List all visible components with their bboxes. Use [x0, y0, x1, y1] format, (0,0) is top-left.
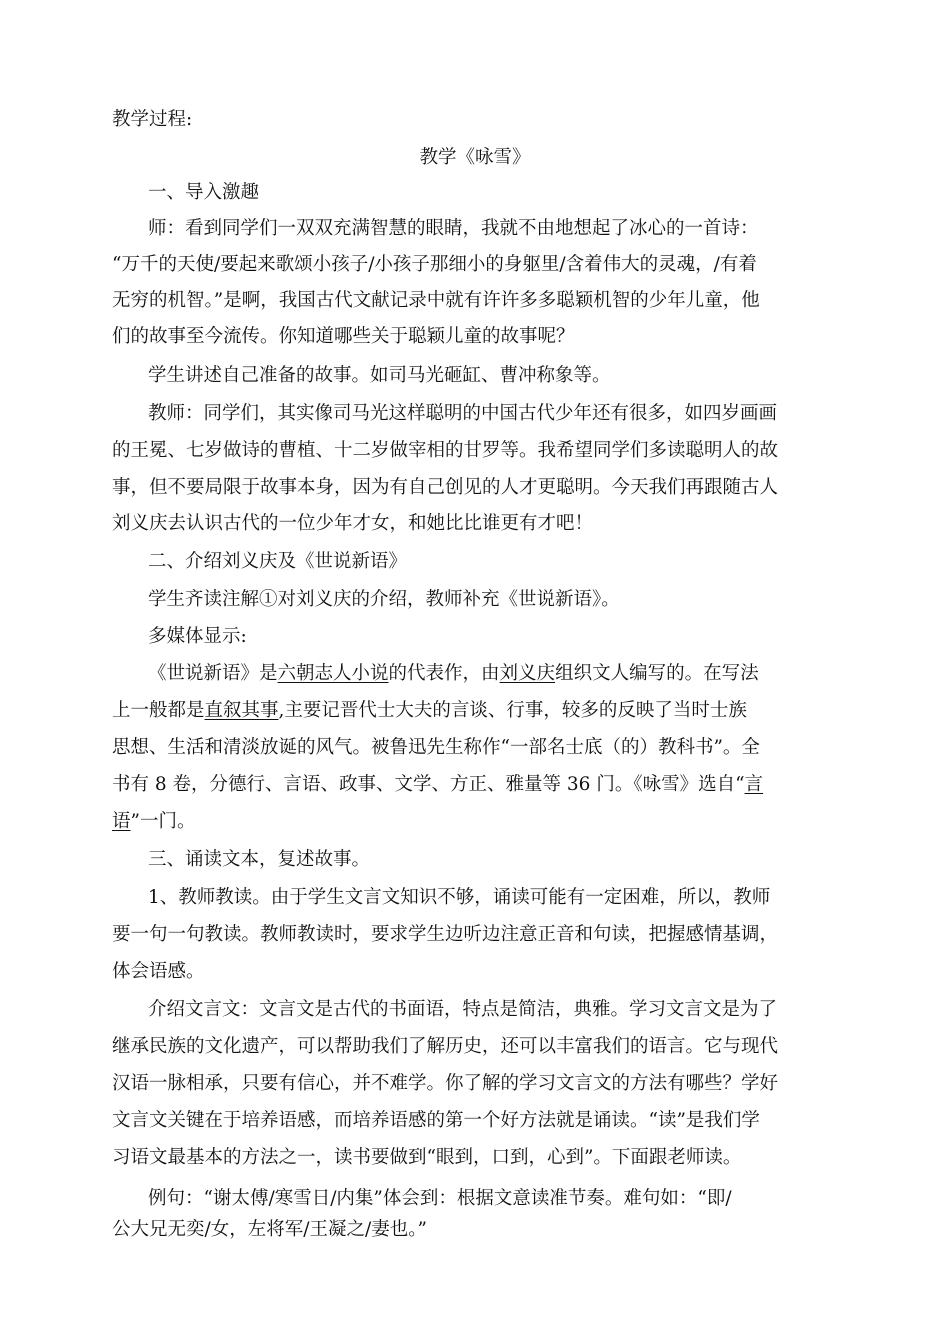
text-run: 组织文人编写的。在写法 [555, 663, 759, 684]
underlined-term: 语 [112, 811, 131, 832]
paragraph-line [148, 662, 868, 686]
paragraph-line: 无穷的机智。”是啊，我国古代文献记录中就有许许多多聪颖机智的少年儿童，他 [112, 290, 760, 311]
paragraph-line: 学生齐读注解①对刘义庆的介绍，教师补充《世说新语》。 [148, 589, 620, 610]
paragraph-line: “万千的天使/要起来歌颂小孩子/小孩子那细小的身躯里/含着伟大的灵魂，/有着 [112, 254, 757, 275]
text-run: ”一门。 [130, 811, 196, 832]
underlined-term: 言 [744, 774, 764, 795]
paragraph-line: 继承民族的文化遗产，可以帮助我们了解历史，还可以丰富我们的语言。它与现代 [112, 1036, 779, 1057]
underlined-term: 直叙其事 [204, 700, 279, 721]
paragraph-line: 习语文最基本的方法之一，读书要做到“眼到，口到，心到”。下面跟老师读。 [112, 1147, 742, 1168]
paragraph-line: 学生讲述自己准备的故事。如司马光砸缸、曹冲称象等。 [148, 365, 611, 386]
paragraph-line: 刘义庆去认识古代的一位少年才女，和她比比谁更有才吧！ [112, 513, 594, 534]
text-run: 书有 8 卷，分德行、言语、政事、文学、方正、雅量等 36 门。《咏雪》选自“ [112, 774, 745, 795]
paragraph-line: 的王冕、七岁做诗的曹植、十二岁做宰相的甘罗等。我希望同学们多读聪明人的故 [112, 440, 779, 461]
underlined-term: 六朝志人小说 [277, 663, 389, 684]
paragraph-line: 们的故事至今流传。你知道哪些关于聪颖儿童的故事呢？ [112, 326, 575, 347]
paragraph-line: 介绍文言文：文言文是古代的书面语，特点是简洁，典雅。学习文言文是为了 [148, 999, 778, 1020]
text-run: 《世说新语》是 [148, 663, 278, 684]
section-heading: 教学过程: [112, 109, 193, 130]
paragraph-line: 要一句一句教读。教师教读时，要求学生边听边注意正音和句读，把握感情基调， [112, 924, 779, 945]
paragraph-line: 体会语感。 [112, 961, 205, 982]
paragraph-line [112, 773, 832, 797]
text-run: 上一般都是 [112, 700, 205, 721]
paragraph-line: 汉语一脉相承，只要有信心，并不难学。你了解的学习文言文的方法有哪些？学好 [112, 1073, 779, 1094]
paragraph-line: 思想、生活和清淡放诞的风气。被鲁迅先生称作“一部名士底（的）教科书”。全 [112, 737, 760, 758]
lesson-title: 教学《咏雪》 [419, 147, 531, 168]
paragraph-line: 多媒体显示: [148, 626, 247, 647]
section-title-1: 一、导入激趣 [148, 182, 260, 203]
paragraph-line: 1、教师教读。由于学生文言文知识不够，诵读可能有一定困难，所以，教师 [148, 887, 771, 908]
paragraph-line: 教师：同学们，其实像司马光这样聪明的中国古代少年还有很多，如四岁画画 [148, 403, 778, 424]
paragraph-line: 公大兄无奕/女，左将军/王凝之/妻也。” [112, 1219, 427, 1240]
text-run: 的代表作，由 [388, 663, 500, 684]
paragraph-line: 例句：“谢太傅/寒雪日/内集”体会到：根据文意读准节奏。难句如：“即/ [148, 1188, 732, 1209]
paragraph-line [112, 699, 832, 723]
section-title-3: 三、诵读文本，复述故事。 [148, 849, 371, 870]
text-run: ,主要记晋代士大夫的言谈、行事，较多的反映了当时士族 [278, 700, 747, 721]
paragraph-line: 文言文关键在于培养语感，而培养语感的第一个好方法就是诵读。“读”是我们学 [112, 1110, 760, 1131]
paragraph-line: 事，但不要局限于故事本身，因为有自己创见的人才更聪明。今天我们再跟随古人 [112, 477, 779, 498]
underlined-term: 刘义庆 [499, 663, 556, 684]
paragraph-line: 师：看到同学们一双双充满智慧的眼睛，我就不由地想起了冰心的一首诗： [148, 218, 759, 239]
section-title-2: 二、介绍刘义庆及《世说新语》 [148, 551, 408, 572]
paragraph-line [112, 810, 832, 834]
